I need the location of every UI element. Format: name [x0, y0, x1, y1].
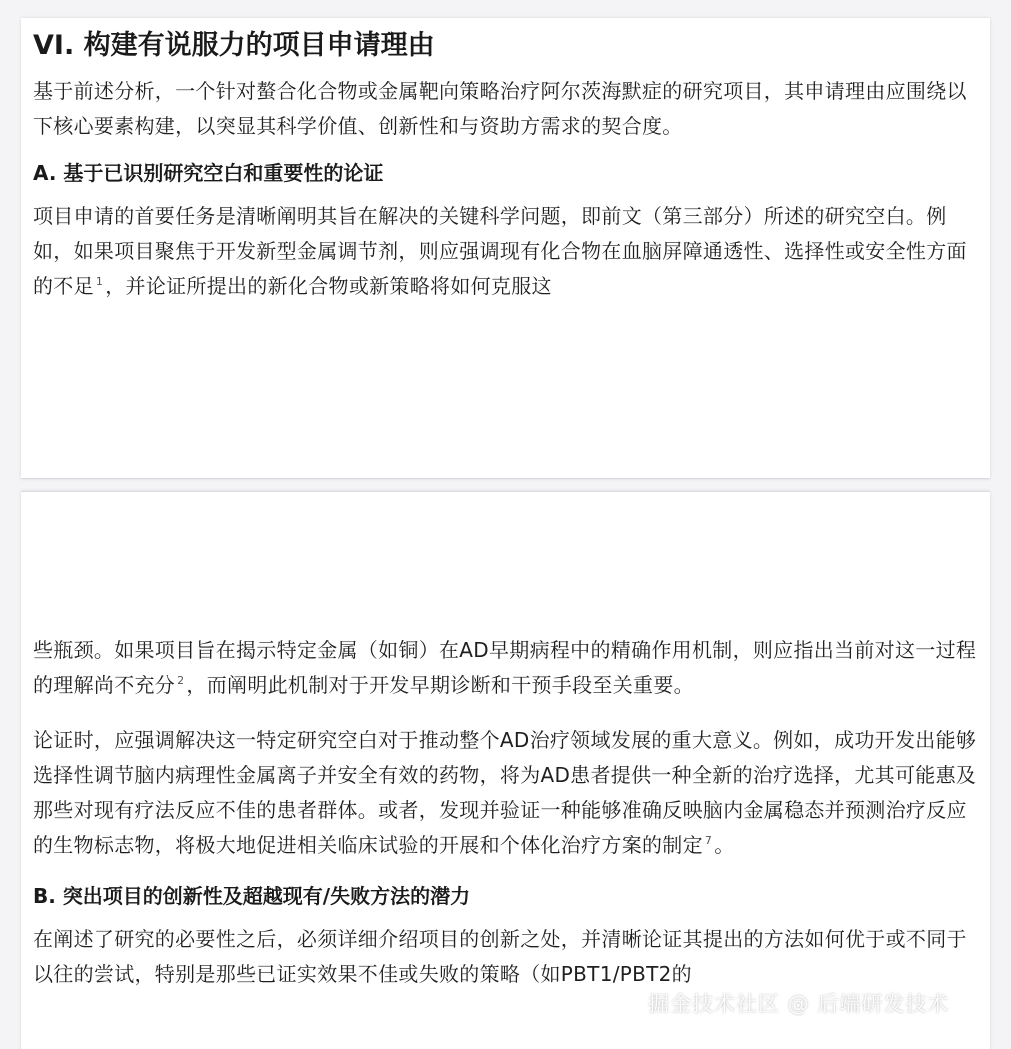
intro-paragraph: 基于前述分析，一个针对螯合化合物或金属靶向策略治疗阿尔茨海默症的研究项目，其申请理由应围绕以下核心要素构建，以突显其科学价值、创新性和与资助方需求的契合度。: [33, 79, 967, 138]
card-bottom-content: [33, 633, 983, 992]
section-title: VI. 构建有说服力的项目申请理由: [33, 30, 435, 61]
subsection-a-paragraph-1-cont-text: 些瓶颈。如果项目旨在揭示特定金属（如铜）在AD早期病程中的精确作用机制，则应指出当前对这一过程的理解尚不充分: [33, 638, 977, 697]
page-card-top: [21, 18, 990, 479]
subsection-a-paragraph-1-continued: [33, 633, 983, 703]
subsection-b-paragraph-1: 在阐述了研究的必要性之后，必须详细介绍项目的创新之处，并清晰论证其提出的方法如何优于或不同于以往的尝试，特别是那些已证实效果不佳或失败的策略（如PBT1/PBT2的: [33, 927, 967, 986]
citation-ref-2: 2: [177, 674, 185, 688]
subsection-b-heading: B. 突出项目的创新性及超越现有/失败方法的潜力: [33, 884, 471, 908]
page-card-bottom: [21, 491, 990, 1049]
subsection-a-paragraph-2-text-end: 。: [714, 833, 735, 857]
watermark-text: 掘金技术社区 @ 后端研发技术: [648, 992, 950, 1016]
citation-ref-1: 1: [95, 275, 104, 289]
subsection-a-paragraph-1-text-end: ，并论证所提出的新化合物或新策略将如何克服这: [105, 274, 552, 298]
citation-ref-7: 7: [704, 834, 713, 848]
subsection-a-paragraph-1-text: 项目申请的首要任务是清晰阐明其旨在解决的关键科学问题，即前文（第三部分）所述的研究空白。例如，如果项目聚焦于开发新型金属调节剂，则应强调现有化合物在血脑屏障通透性、选择性或安全性方面的不足: [33, 204, 967, 298]
card-top-content: [33, 26, 983, 304]
subsection-a-heading: A. 基于已识别研究空白和重要性的论证: [33, 161, 384, 185]
subsection-a-paragraph-1: [33, 199, 983, 304]
subsection-a-paragraph-2-text: 论证时，应强调解决这一特定研究空白对于推动整个AD治疗领域发展的重大意义。例如，成功开发出能够选择性调节脑内病理性金属离子并安全有效的药物，将为AD患者提供一种全新的治疗选择，尤其可能惠及那些对现有疗法反应不佳的患者群体。或者，发现并验证一种能够准确反映脑内金属稳态并预测治疗反应的生物标志物，将极大地促进相关临床试验的开展和个体化治疗方案的制定: [33, 728, 977, 857]
subsection-a-paragraph-1-cont-text-end: ，而阐明此机制对于开发早期诊断和干预手段至关重要。: [186, 673, 694, 697]
subsection-a-paragraph-2: [33, 723, 983, 863]
